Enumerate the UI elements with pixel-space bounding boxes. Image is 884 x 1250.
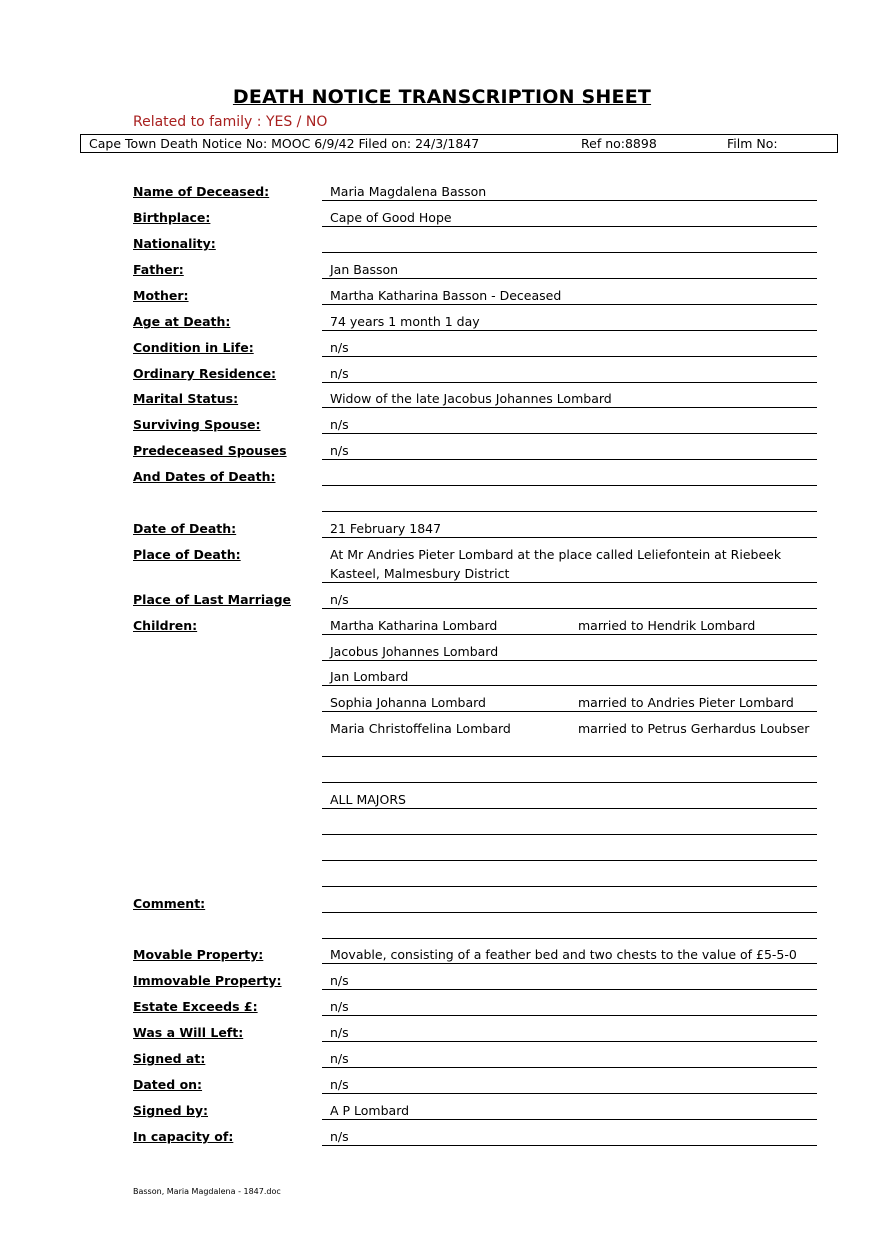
- comment-label: Comment:: [133, 896, 206, 911]
- field-line: [322, 1015, 817, 1016]
- signed-at-label: Signed at:: [133, 1051, 206, 1066]
- document-title: DEATH NOTICE TRANSCRIPTION SHEET: [232, 86, 652, 108]
- field-line: [322, 407, 817, 408]
- marital-status-label: Marital Status:: [133, 391, 239, 406]
- age-at-death-value: 74 years 1 month 1 day: [330, 314, 480, 329]
- field-line: [322, 511, 817, 512]
- field-line: [322, 834, 817, 835]
- signed-by-value: A P Lombard: [330, 1103, 410, 1118]
- field-line: [322, 1093, 817, 1094]
- field-line: [322, 330, 817, 331]
- estate-exceeds-label: Estate Exceeds £:: [133, 999, 258, 1014]
- field-line: [322, 1067, 817, 1068]
- father-value: Jan Basson: [330, 262, 399, 277]
- field-line: [322, 608, 817, 609]
- in-capacity-of-value: n/s: [330, 1129, 349, 1144]
- place-of-death-value: At Mr Andries Pieter Lombard at the place called Leliefontein at Riebeek Kasteel, Malmesbury District: [330, 547, 782, 581]
- field-line: [322, 1145, 817, 1146]
- child-name: Jacobus Johannes Lombard: [330, 644, 499, 659]
- child-spouse: married to Petrus Gerhardus Loubser: [578, 721, 810, 736]
- field-line: [322, 356, 817, 357]
- field-line: [322, 382, 817, 383]
- field-line: [322, 459, 817, 460]
- field-line: [322, 685, 817, 686]
- birthplace-value: Cape of Good Hope: [330, 210, 452, 225]
- mother-value: Martha Katharina Basson - Deceased: [330, 288, 562, 303]
- place-of-last-marriage-value: n/s: [330, 592, 349, 607]
- marital-status-value: Widow of the late Jacobus Johannes Lombard: [330, 391, 612, 406]
- field-line: [322, 1041, 817, 1042]
- date-of-death-value: 21 February 1847: [330, 521, 442, 536]
- predeceased-spouses-label: Predeceased Spouses: [133, 443, 287, 458]
- child-spouse: married to Andries Pieter Lombard: [578, 695, 794, 710]
- field-line: [322, 537, 817, 538]
- field-line: [322, 860, 817, 861]
- ordinary-residence-value: n/s: [330, 366, 349, 381]
- nationality-label: Nationality:: [133, 236, 216, 251]
- field-line: [322, 963, 817, 964]
- mother-label: Mother:: [133, 288, 189, 303]
- field-line: [322, 782, 817, 783]
- field-line: [322, 278, 817, 279]
- movable-property-label: Movable Property:: [133, 947, 264, 962]
- field-line: [322, 938, 817, 939]
- will-left-label: Was a Will Left:: [133, 1025, 244, 1040]
- father-label: Father:: [133, 262, 184, 277]
- name-of-deceased-value: Maria Magdalena Basson: [330, 184, 487, 199]
- dated-on-value: n/s: [330, 1077, 349, 1092]
- signed-by-label: Signed by:: [133, 1103, 209, 1118]
- field-line: [322, 711, 817, 712]
- name-of-deceased-label: Name of Deceased:: [133, 184, 270, 199]
- predeceased-spouses-value: n/s: [330, 443, 349, 458]
- movable-property-value: Movable, consisting of a feather bed and two chests to the value of £5-5-0: [330, 947, 797, 962]
- film-number: Film No:: [727, 136, 778, 151]
- child-name: Sophia Johanna Lombard: [330, 695, 486, 710]
- child-name: Martha Katharina Lombard: [330, 618, 498, 633]
- child-spouse: married to Hendrik Lombard: [578, 618, 756, 633]
- children-label: Children:: [133, 618, 198, 633]
- field-line: [322, 886, 817, 887]
- field-line: [322, 1119, 817, 1120]
- death-notice-number: Cape Town Death Notice No: MOOC 6/9/42 Filed on: 24/3/1847: [89, 136, 480, 151]
- dates-of-death-label: And Dates of Death:: [133, 469, 276, 484]
- child-name: Maria Christoffelina Lombard: [330, 721, 511, 736]
- field-line: [322, 808, 817, 809]
- document-filename: Basson, Maria Magdalena - 1847.doc: [133, 1187, 281, 1196]
- condition-in-life-value: n/s: [330, 340, 349, 355]
- field-line: [322, 582, 817, 583]
- field-line: [322, 756, 817, 757]
- field-line: [322, 433, 817, 434]
- field-line: [322, 252, 817, 253]
- surviving-spouse-label: Surviving Spouse:: [133, 417, 261, 432]
- place-of-last-marriage-label: Place of Last Marriage: [133, 592, 292, 607]
- field-line: [322, 634, 817, 635]
- place-of-death-label: Place of Death:: [133, 547, 241, 562]
- date-of-death-label: Date of Death:: [133, 521, 237, 536]
- field-line: [322, 226, 817, 227]
- field-line: [322, 304, 817, 305]
- age-at-death-label: Age at Death:: [133, 314, 231, 329]
- child-name: Jan Lombard: [330, 669, 409, 684]
- immovable-property-value: n/s: [330, 973, 349, 988]
- birthplace-label: Birthplace:: [133, 210, 211, 225]
- in-capacity-of-label: In capacity of:: [133, 1129, 234, 1144]
- field-line: [322, 989, 817, 990]
- estate-exceeds-value: n/s: [330, 999, 349, 1014]
- immovable-property-label: Immovable Property:: [133, 973, 282, 988]
- surviving-spouse-value: n/s: [330, 417, 349, 432]
- children-note: ALL MAJORS: [330, 792, 406, 807]
- ordinary-residence-label: Ordinary Residence:: [133, 366, 277, 381]
- field-line: [322, 660, 817, 661]
- field-line: [322, 485, 817, 486]
- related-to-family: Related to family : YES / NO: [133, 114, 328, 130]
- dated-on-label: Dated on:: [133, 1077, 203, 1092]
- field-line: [322, 200, 817, 201]
- will-left-value: n/s: [330, 1025, 349, 1040]
- condition-in-life-label: Condition in Life:: [133, 340, 254, 355]
- field-line: [322, 912, 817, 913]
- ref-number: Ref no:8898: [581, 136, 657, 151]
- reference-bar: [80, 134, 838, 153]
- signed-at-value: n/s: [330, 1051, 349, 1066]
